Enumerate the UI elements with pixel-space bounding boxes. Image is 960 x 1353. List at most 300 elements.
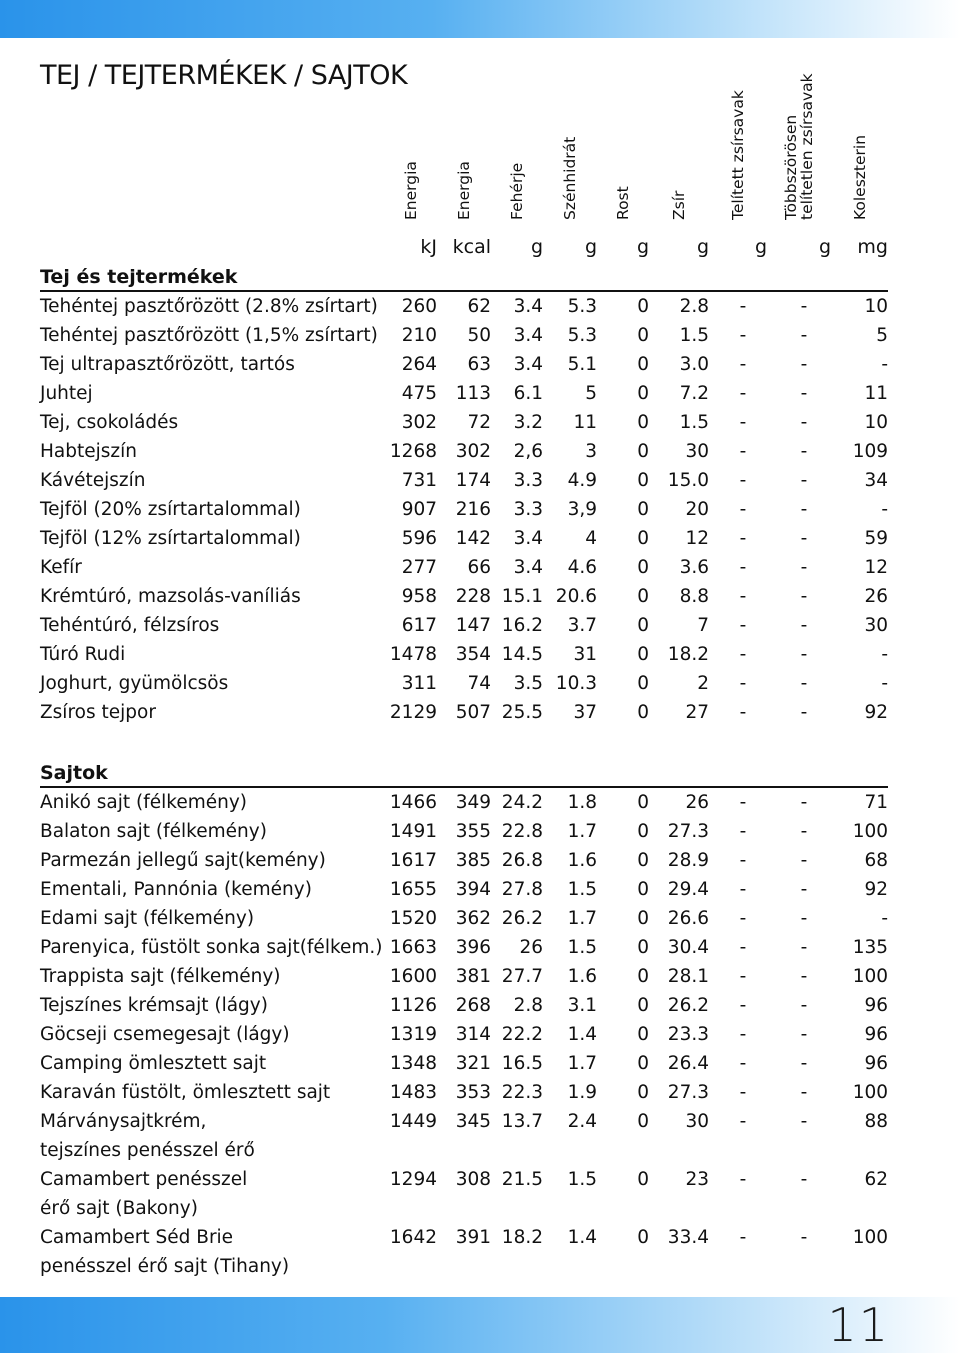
table-cell: 135	[852, 937, 888, 958]
table-cell: 72	[467, 412, 491, 433]
table-cell: 349	[455, 792, 491, 813]
table-cell: 14.5	[501, 644, 543, 665]
table-cell: -	[739, 1169, 747, 1190]
table-row	[40, 437, 888, 466]
table-cell: 1520	[389, 908, 437, 929]
table-row	[40, 1165, 888, 1194]
top-color-band	[0, 0, 960, 38]
table-cell: -	[739, 383, 747, 404]
table-cell: 0	[637, 557, 649, 578]
table-cell: 0	[637, 499, 649, 520]
table-cell: 26.2	[667, 995, 709, 1016]
table-cell: 50	[467, 325, 491, 346]
section-heading-row	[40, 260, 888, 291]
table-cell: 18.2	[501, 1227, 543, 1248]
table-cell: 268	[455, 995, 491, 1016]
table-cell: -	[739, 441, 747, 462]
food-name: Balaton sajt (félkemény)	[40, 821, 267, 842]
table-cell: 1.6	[567, 850, 597, 871]
table-row	[40, 350, 888, 379]
name-header-spacer	[40, 80, 385, 228]
table-cell: 0	[637, 644, 649, 665]
food-name-continuation: penésszel érő sajt (Tihany)	[40, 1256, 290, 1277]
table-cell: 0	[637, 586, 649, 607]
food-name: Tejföl (20% zsírtartalommal)	[40, 499, 301, 520]
table-cell: 10	[864, 412, 888, 433]
table-cell: 1.5	[679, 412, 709, 433]
food-name: Joghurt, gyümölcsös	[40, 673, 229, 694]
food-name: Habtejszín	[40, 441, 137, 462]
table-cell: 5.1	[567, 354, 597, 375]
table-cell: 0	[637, 1169, 649, 1190]
food-name: Tej ultrapasztőrözött, tartós	[40, 354, 295, 375]
food-name-continuation: érő sajt (Bakony)	[40, 1198, 198, 1219]
table-cell: 23.3	[667, 1024, 709, 1045]
table-cell: 2129	[389, 702, 437, 723]
food-name: Krémtúró, mazsolás-vaníliás	[40, 586, 301, 607]
unit-label: g	[818, 236, 831, 258]
table-cell: -	[881, 908, 888, 929]
table-cell: 0	[637, 1227, 649, 1248]
table-row	[40, 321, 888, 350]
table-cell: 27.3	[667, 821, 709, 842]
table-cell: 2	[697, 673, 709, 694]
table-cell: 0	[637, 615, 649, 636]
table-cell: 22.8	[501, 821, 543, 842]
table-row	[40, 962, 888, 991]
table-cell: 6.1	[513, 383, 543, 404]
table-cell: -	[739, 966, 747, 987]
table-row	[40, 1223, 888, 1252]
food-name: Tehéntej pasztőrözött (2.8% zsírtart)	[40, 296, 378, 317]
table-cell: 355	[455, 821, 491, 842]
table-cell: -	[739, 1053, 747, 1074]
table-cell: -	[739, 1227, 747, 1248]
table-cell: -	[739, 879, 747, 900]
table-cell: -	[800, 325, 808, 346]
table-cell: 314	[455, 1024, 491, 1045]
unit-label: kcal	[452, 236, 491, 258]
section-spacer	[40, 727, 888, 756]
table-cell: 617	[401, 615, 437, 636]
table-cell: -	[800, 995, 808, 1016]
table-cell: 1.7	[567, 908, 597, 929]
table-cell: -	[881, 644, 888, 665]
food-name: Trappista sajt (félkemény)	[40, 966, 281, 987]
table-cell: 22.3	[501, 1082, 543, 1103]
section-heading: Tej és tejtermékek	[40, 260, 888, 291]
table-cell: 0	[637, 1082, 649, 1103]
food-name: Karaván füstölt, ömlesztett sajt	[40, 1082, 331, 1103]
column-header: Telített zsírsavak	[729, 90, 747, 220]
column-header: Zsír	[670, 190, 688, 220]
food-name: Camping ömlesztett sajt	[40, 1053, 267, 1074]
table-row	[40, 291, 888, 321]
table-cell: 5	[876, 325, 888, 346]
table-cell: 30	[685, 441, 709, 462]
table-cell: 394	[455, 879, 491, 900]
table-row	[40, 408, 888, 437]
table-cell: 216	[455, 499, 491, 520]
food-name-continuation: tejszínes penésszel érő	[40, 1140, 255, 1161]
table-cell: 1.7	[567, 821, 597, 842]
table-cell: 381	[455, 966, 491, 987]
table-cell: 1319	[389, 1024, 437, 1045]
table-cell: 25.5	[501, 702, 543, 723]
food-name: Edami sajt (félkemény)	[40, 908, 255, 929]
table-row	[40, 553, 888, 582]
table-cell: 100	[852, 1227, 888, 1248]
table-cell: -	[739, 325, 747, 346]
table-cell: -	[800, 470, 808, 491]
table-cell: 3.6	[679, 557, 709, 578]
table-cell: 18.2	[667, 644, 709, 665]
table-cell: -	[800, 908, 808, 929]
food-name: Tejföl (12% zsírtartalommal)	[40, 528, 301, 549]
table-cell: 28.9	[667, 850, 709, 871]
table-cell: 0	[637, 792, 649, 813]
table-cell: 3.3	[513, 499, 543, 520]
table-cell: 24.2	[501, 792, 543, 813]
table-cell: 1478	[389, 644, 437, 665]
table-cell: 88	[864, 1111, 888, 1132]
food-name: Camambert Séd Brie	[40, 1227, 234, 1248]
table-cell: -	[739, 557, 747, 578]
table-row	[40, 1049, 888, 1078]
table-cell: 0	[637, 412, 649, 433]
table-cell: 2,6	[513, 441, 543, 462]
table-cell: -	[800, 966, 808, 987]
table-cell: -	[800, 1169, 808, 1190]
table-cell: -	[800, 644, 808, 665]
table-cell: 100	[852, 966, 888, 987]
table-cell: 354	[455, 644, 491, 665]
table-cell: 0	[637, 821, 649, 842]
table-cell: -	[739, 412, 747, 433]
table-cell: 96	[864, 1024, 888, 1045]
table-cell: 66	[467, 557, 491, 578]
table-cell: 0	[637, 879, 649, 900]
section-heading-row	[40, 756, 888, 787]
table-cell: 0	[637, 702, 649, 723]
table-cell: 92	[864, 879, 888, 900]
table-cell: -	[800, 441, 808, 462]
food-name: Tehéntúró, félzsíros	[40, 615, 220, 636]
table-cell: 0	[637, 383, 649, 404]
table-cell: 3	[585, 441, 597, 462]
table-cell: -	[800, 528, 808, 549]
table-cell: 30	[685, 1111, 709, 1132]
table-cell: 113	[455, 383, 491, 404]
food-name: Tehéntej pasztőrözött (1,5% zsírtart)	[40, 325, 378, 346]
food-name: Göcseji csemegesajt (lágy)	[40, 1024, 290, 1045]
table-cell: 228	[455, 586, 491, 607]
table-cell: 12	[864, 557, 888, 578]
table-cell: -	[739, 850, 747, 871]
table-cell: 15.1	[501, 586, 543, 607]
table-cell: 71	[864, 792, 888, 813]
table-cell: 21.5	[501, 1169, 543, 1190]
table-cell: -	[881, 354, 888, 375]
food-name: Zsíros tejpor	[40, 702, 156, 723]
table-cell: -	[739, 1111, 747, 1132]
table-cell: -	[739, 908, 747, 929]
table-cell: 1348	[389, 1053, 437, 1074]
food-name: Juhtej	[40, 383, 93, 404]
table-cell: -	[739, 470, 747, 491]
table-cell: 0	[637, 966, 649, 987]
table-row	[40, 846, 888, 875]
table-cell: 27	[685, 702, 709, 723]
table-cell: -	[739, 586, 747, 607]
table-cell: 63	[467, 354, 491, 375]
table-cell: -	[800, 296, 808, 317]
table-cell: 3.4	[513, 354, 543, 375]
table-cell: 1617	[389, 850, 437, 871]
table-cell: 507	[455, 702, 491, 723]
bottom-color-band	[0, 1297, 960, 1353]
page-title: TEJ / TEJTERMÉKEK / SAJTOK	[40, 60, 408, 91]
table-cell: 0	[637, 995, 649, 1016]
table-cell: 30.4	[667, 937, 709, 958]
table-cell: 1.6	[567, 966, 597, 987]
table-cell: 1655	[389, 879, 437, 900]
table-cell: 907	[401, 499, 437, 520]
table-cell: 26	[519, 937, 543, 958]
table-cell: 62	[864, 1169, 888, 1190]
table-cell: 7.2	[679, 383, 709, 404]
table-cell: 1.5	[567, 1169, 597, 1190]
table-cell: -	[739, 702, 747, 723]
table-cell: 11	[573, 412, 597, 433]
table-cell: 4	[585, 528, 597, 549]
table-cell: 2.4	[567, 1111, 597, 1132]
column-header: Fehérje	[508, 162, 526, 220]
table-cell: 5.3	[567, 296, 597, 317]
table-cell: 100	[852, 1082, 888, 1103]
table-cell: 4.9	[567, 470, 597, 491]
table-cell: 1.4	[567, 1024, 597, 1045]
table-cell: -	[800, 557, 808, 578]
table-cell: 147	[455, 615, 491, 636]
table-cell: 3.0	[679, 354, 709, 375]
table-row	[40, 640, 888, 669]
table-cell: 20	[685, 499, 709, 520]
table-cell: -	[739, 499, 747, 520]
table-cell: -	[800, 586, 808, 607]
table-cell: 3.4	[513, 325, 543, 346]
food-name: Camambert penésszel	[40, 1169, 248, 1190]
table-cell: 11	[864, 383, 888, 404]
table-cell: 0	[637, 908, 649, 929]
table-cell: 260	[401, 296, 437, 317]
table-cell: 37	[573, 702, 597, 723]
table-row	[40, 1020, 888, 1049]
table-cell: -	[739, 644, 747, 665]
table-cell: -	[739, 528, 747, 549]
table-cell: 3.1	[567, 995, 597, 1016]
table-cell: 1.5	[567, 937, 597, 958]
unit-label: g	[530, 236, 543, 258]
column-header-row	[40, 80, 888, 228]
table-cell: 29.4	[667, 879, 709, 900]
table-cell: 1449	[389, 1111, 437, 1132]
table-cell: 3,9	[567, 499, 597, 520]
table-cell: 7	[697, 615, 709, 636]
table-cell: 15.0	[667, 470, 709, 491]
table-cell: 1663	[389, 937, 437, 958]
table-cell: 3.4	[513, 557, 543, 578]
food-name: Parmezán jellegű sajt(kemény)	[40, 850, 326, 871]
table-cell: -	[739, 615, 747, 636]
unit-label: g	[696, 236, 709, 258]
table-cell: 308	[455, 1169, 491, 1190]
food-name: Márványsajtkrém,	[40, 1111, 207, 1132]
table-cell: 3.2	[513, 412, 543, 433]
table-cell: 385	[455, 850, 491, 871]
table-cell: -	[800, 1024, 808, 1045]
table-cell: 12	[685, 528, 709, 549]
table-cell: -	[800, 354, 808, 375]
food-name: Parenyica, füstölt sonka sajt(félkem.)	[40, 937, 383, 958]
table-cell: 28.1	[667, 966, 709, 987]
table-cell: 264	[401, 354, 437, 375]
table-cell: -	[800, 1053, 808, 1074]
column-header: Energia	[455, 161, 473, 220]
table-cell: 0	[637, 850, 649, 871]
table-cell: 1.4	[567, 1227, 597, 1248]
table-row	[40, 1078, 888, 1107]
table-cell: -	[800, 383, 808, 404]
table-cell: 302	[455, 441, 491, 462]
table-cell: 4.6	[567, 557, 597, 578]
table-cell: -	[800, 1082, 808, 1103]
table-cell: -	[739, 937, 747, 958]
table-cell: 26.6	[667, 908, 709, 929]
table-cell: 3.5	[513, 673, 543, 694]
table-cell: -	[800, 1227, 808, 1248]
table-cell: 1600	[389, 966, 437, 987]
table-cell: 0	[637, 937, 649, 958]
table-cell: 0	[637, 441, 649, 462]
table-cell: -	[800, 615, 808, 636]
table-row	[40, 698, 888, 727]
table-cell: 26.2	[501, 908, 543, 929]
food-name: Kefír	[40, 557, 82, 578]
table-cell: 0	[637, 528, 649, 549]
unit-label: g	[636, 236, 649, 258]
table-cell: 16.2	[501, 615, 543, 636]
table-cell: 100	[852, 821, 888, 842]
table-row	[40, 611, 888, 640]
table-cell: -	[739, 1024, 747, 1045]
food-name: Ementali, Pannónia (kemény)	[40, 879, 312, 900]
table-cell: 353	[455, 1082, 491, 1103]
table-cell: 1642	[389, 1227, 437, 1248]
table-cell: 26	[864, 586, 888, 607]
table-cell: 26	[685, 792, 709, 813]
table-cell: 96	[864, 995, 888, 1016]
table-row	[40, 904, 888, 933]
table-row	[40, 495, 888, 524]
table-cell: 5	[585, 383, 597, 404]
table-cell: -	[739, 821, 747, 842]
table-cell: -	[800, 1111, 808, 1132]
table-cell: -	[800, 499, 808, 520]
table-row	[40, 669, 888, 698]
column-header: Többszörösen telítetlen zsírsavak	[782, 73, 816, 220]
table-row	[40, 787, 888, 817]
table-row-continuation	[40, 1194, 888, 1223]
table-cell: 0	[637, 325, 649, 346]
table-cell: 0	[637, 673, 649, 694]
table-cell: 10	[864, 296, 888, 317]
table-cell: 22.2	[501, 1024, 543, 1045]
unit-label: g	[754, 236, 767, 258]
table-cell: 302	[401, 412, 437, 433]
table-row	[40, 582, 888, 611]
table-cell: 10.3	[555, 673, 597, 694]
table-cell: -	[800, 412, 808, 433]
table-cell: -	[881, 499, 888, 520]
table-cell: 321	[455, 1053, 491, 1074]
table-row	[40, 524, 888, 553]
table-cell: 8.8	[679, 586, 709, 607]
table-cell: 30	[864, 615, 888, 636]
table-row-continuation	[40, 1252, 888, 1281]
unit-label: kJ	[420, 236, 437, 258]
table-cell: 27.8	[501, 879, 543, 900]
table-cell: -	[881, 673, 888, 694]
column-header: Rost	[614, 186, 632, 220]
table-cell: 142	[455, 528, 491, 549]
table-cell: -	[739, 673, 747, 694]
section-heading: Sajtok	[40, 756, 888, 787]
table-cell: 2.8	[679, 296, 709, 317]
table-cell: 1466	[389, 792, 437, 813]
table-cell: 1268	[389, 441, 437, 462]
table-cell: 3.7	[567, 615, 597, 636]
table-body	[40, 260, 888, 1281]
table-cell: 31	[573, 644, 597, 665]
table-row-continuation	[40, 1136, 888, 1165]
table-cell: 311	[401, 673, 437, 694]
table-cell: 13.7	[501, 1111, 543, 1132]
table-cell: -	[800, 850, 808, 871]
table-cell: 345	[455, 1111, 491, 1132]
table-cell: 34	[864, 470, 888, 491]
table-cell: 0	[637, 1024, 649, 1045]
food-name: Tejszínes krémsajt (lágy)	[40, 995, 268, 1016]
table-cell: -	[800, 937, 808, 958]
table-cell: -	[800, 792, 808, 813]
table-row	[40, 466, 888, 495]
table-cell: 23	[685, 1169, 709, 1190]
table-cell: -	[739, 792, 747, 813]
table-cell: 391	[455, 1227, 491, 1248]
table-cell: 33.4	[667, 1227, 709, 1248]
table-row	[40, 817, 888, 846]
table-cell: 27.3	[667, 1082, 709, 1103]
table-cell: 26.4	[667, 1053, 709, 1074]
column-header: Koleszterin	[850, 134, 869, 220]
table-cell: 0	[637, 1111, 649, 1132]
table-cell: 1.8	[567, 792, 597, 813]
food-name: Túró Rudi	[40, 644, 126, 665]
page-number: 11	[827, 1298, 890, 1352]
table-cell: -	[800, 821, 808, 842]
table-cell: -	[800, 702, 808, 723]
